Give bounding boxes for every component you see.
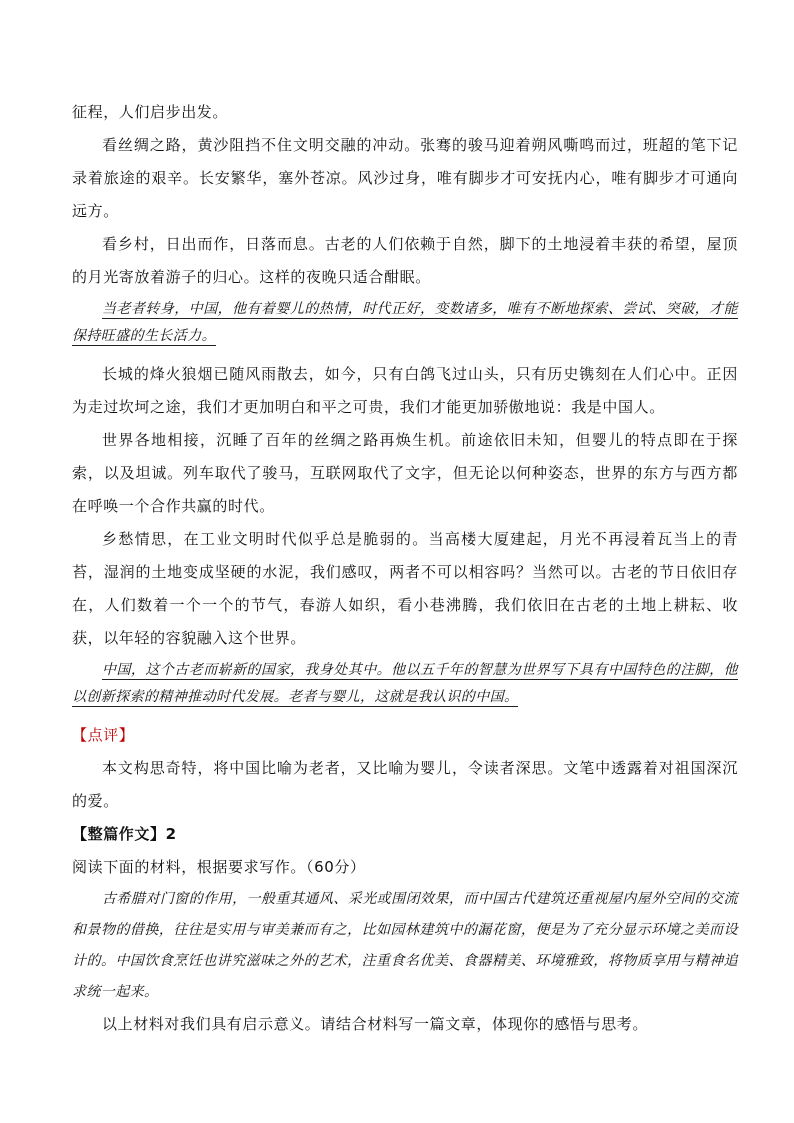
essay2-heading (72, 818, 738, 851)
document-page (72, 96, 738, 1041)
review-heading: 【点评】 (72, 726, 135, 744)
paragraph-world: 世界各地相接，沉睡了百年的丝绸之路再焕生机。前途依旧未知，但婴儿的特点即在于探索，以及坦诚。列车取代了骏马，互联网取代了文字，但无论以何种姿态，世界的东方与西方都在呼唤一个合作共赢的时代。 (72, 431, 738, 515)
paragraph-great-wall: 长城的烽火狼烟已随风雨散去，如今，只有白鸽飞过山头，只有历史镌刻在人们心中。正因为走过坎坷之途，我们才更加明白和平之可贵，我们才能更加骄傲地说：我是中国人。 (72, 365, 738, 416)
annotation-2 (72, 657, 738, 711)
review-text: 本文构思奇特，将中国比喻为老者，又比喻为婴儿，令读者深思。文笔中透露着对祖国深沉的爱。 (72, 759, 738, 810)
essay2-prompt: 阅读下面的材料，根据要求写作。（60分） (72, 858, 366, 876)
paragraph-nostalgia: 乡愁情思，在工业文明时代似乎总是脆弱的。当高楼大厦建起，月光不再浸着瓦当上的青苔，湿润的土地变成坚硬的水泥，我们感叹，两者不可以相容吗？当然可以。古老的节日依旧存在，人们数着一个一个的节气，春游人如织，看小巷沸腾，我们依旧在古老的土地上耕耘、收获，以年轻的容貌融入这个世界。 (72, 530, 738, 647)
annotation-2-text: 中国，这个古老而崭新的国家，我身处其中。他以五千年的智慧为世界写下具有中国特色的注脚，他以创新探索的精神推动时代发展。老者与婴儿，这就是我认识的中国。 (72, 662, 738, 705)
essay2-material: 古希腊对门窗的作用，一般重其通风、采光或围闭效果，而中国古代建筑还重视屋内屋外空间的交流和景物的借换，往往是实用与审美兼而有之，比如园林建筑中的漏花窗，便是为了充分显示环境之美而设计的。中国饮食烹饪也讲究滋味之外的艺术，注重食名优美、食器精美、环境雅致，将物质享用与精神追求统一起来。 (72, 891, 738, 1000)
paragraph-1: 征程，人们启步出发。 (72, 103, 229, 121)
paragraph-village: 看乡村，日出而作，日落而息。古老的人们依赖于自然，脚下的土地浸着丰获的希望，屋顶的月光寄放着游子的归心。这样的夜晚只适合酣眠。 (72, 235, 738, 286)
essay2-heading-text: 【整篇作文】2 (72, 825, 177, 843)
essay2-instruction: 以上材料对我们具有启示意义。请结合材料写一篇文章，体现你的感悟与思考。 (102, 1015, 649, 1033)
paragraph-silk-road: 看丝绸之路，黄沙阻挡不住文明交融的冲动。张骞的骏马迎着朔风嘶鸣而过，班超的笔下记录着旅途的艰辛。长安繁华，塞外苍凉。风沙过身，唯有脚步才可安抚内心，唯有脚步才可通向远方。 (72, 136, 738, 220)
annotation-1-text: 当老者转身，中国，他有着婴儿的热情，时代正好，变数诸多，唯有不断地探索、尝试、突破，才能保持旺盛的生长活力。 (72, 301, 738, 344)
annotation-1 (72, 296, 738, 350)
